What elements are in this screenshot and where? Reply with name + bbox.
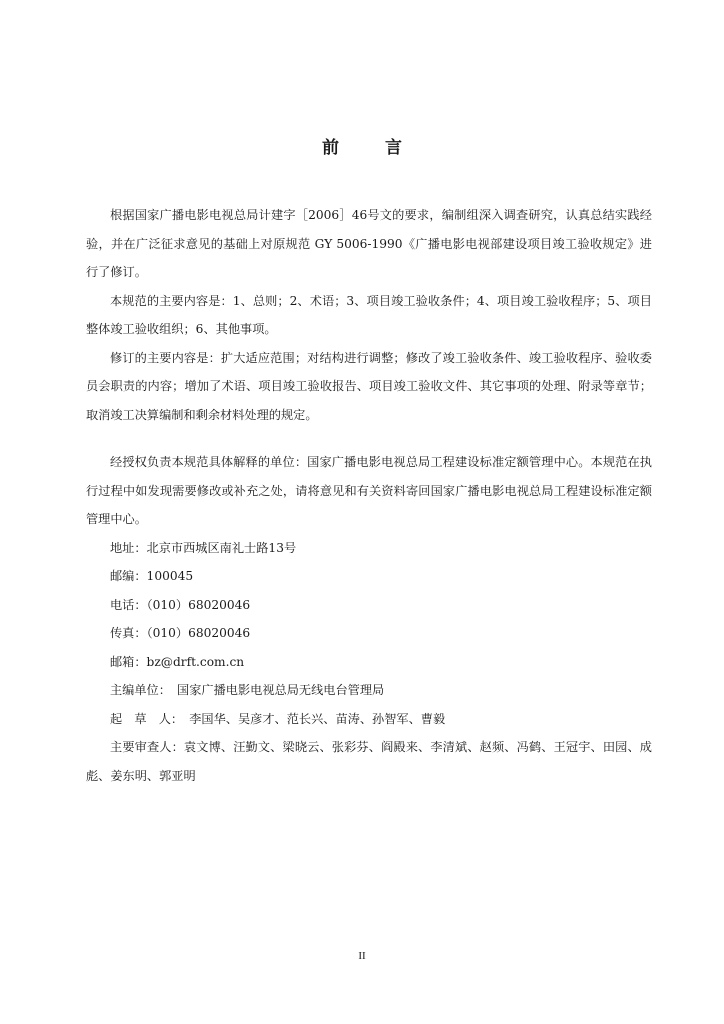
interpretation-section: [86, 448, 652, 790]
address-line: 地址：北京市西城区南礼士路13号: [110, 540, 297, 555]
drafters-line: 起 草 人： 李国华、吴彦才、范长兴、苗涛、孙智军、曹毅: [110, 711, 446, 726]
paragraph-interpretation: 经授权负责本规范具体解释的单位：国家广播电影电视总局工程建设标准定额管理中心。本规范在执行过程中如发现需要修改或补充之处，请将意见和有关资料寄回国家广播电影电视总局工程建设标准定额管理中心。: [86, 455, 652, 526]
paragraph-revisions: 修订的主要内容是：扩大适应范围；对结构进行调整；修改了竣工验收条件、竣工验收程序、验收委员会职责的内容；增加了术语、项目竣工验收报告、项目竣工验收文件、其它事项的处理、附录等章节；取消竣工决算编制和剩余材料处理的规定。: [86, 350, 652, 422]
preface-body: [86, 201, 652, 429]
page-number: II: [358, 950, 366, 962]
paragraph-contents: 本规范的主要内容是：1、总则；2、术语；3、项目竣工验收条件；4、项目竣工验收程序；5、项目整体竣工验收组织；6、其他事项。: [86, 293, 652, 336]
postcode-line: 邮编：100045: [110, 569, 194, 583]
reviewers-line: 主要审查人：袁文博、汪勤文、梁晓云、张彩芬、阎殿来、李清斌、赵频、冯鹤、王冠宇、田园、成彪、姜东明、郭亚明: [86, 740, 652, 783]
email-line: 邮箱：bz@drft.com.cn: [110, 654, 245, 669]
phone-line: 电话：（010）68020046: [110, 597, 251, 612]
paragraph-background: 根据国家广播电影电视总局计建字［2006］46号文的要求，编制组深入调查研究，认真总结实践经验，并在广泛征求意见的基础上对原规范 GY 5006-1990《广播电影电视部建设项目竣工验收规定》进行了修订。: [86, 208, 652, 279]
editor-unit-line: 主编单位： 国家广播电影电视总局无线电台管理局: [110, 683, 385, 697]
page-title: 前 言: [322, 138, 422, 158]
fax-line: 传真：（010）68020046: [110, 626, 251, 640]
